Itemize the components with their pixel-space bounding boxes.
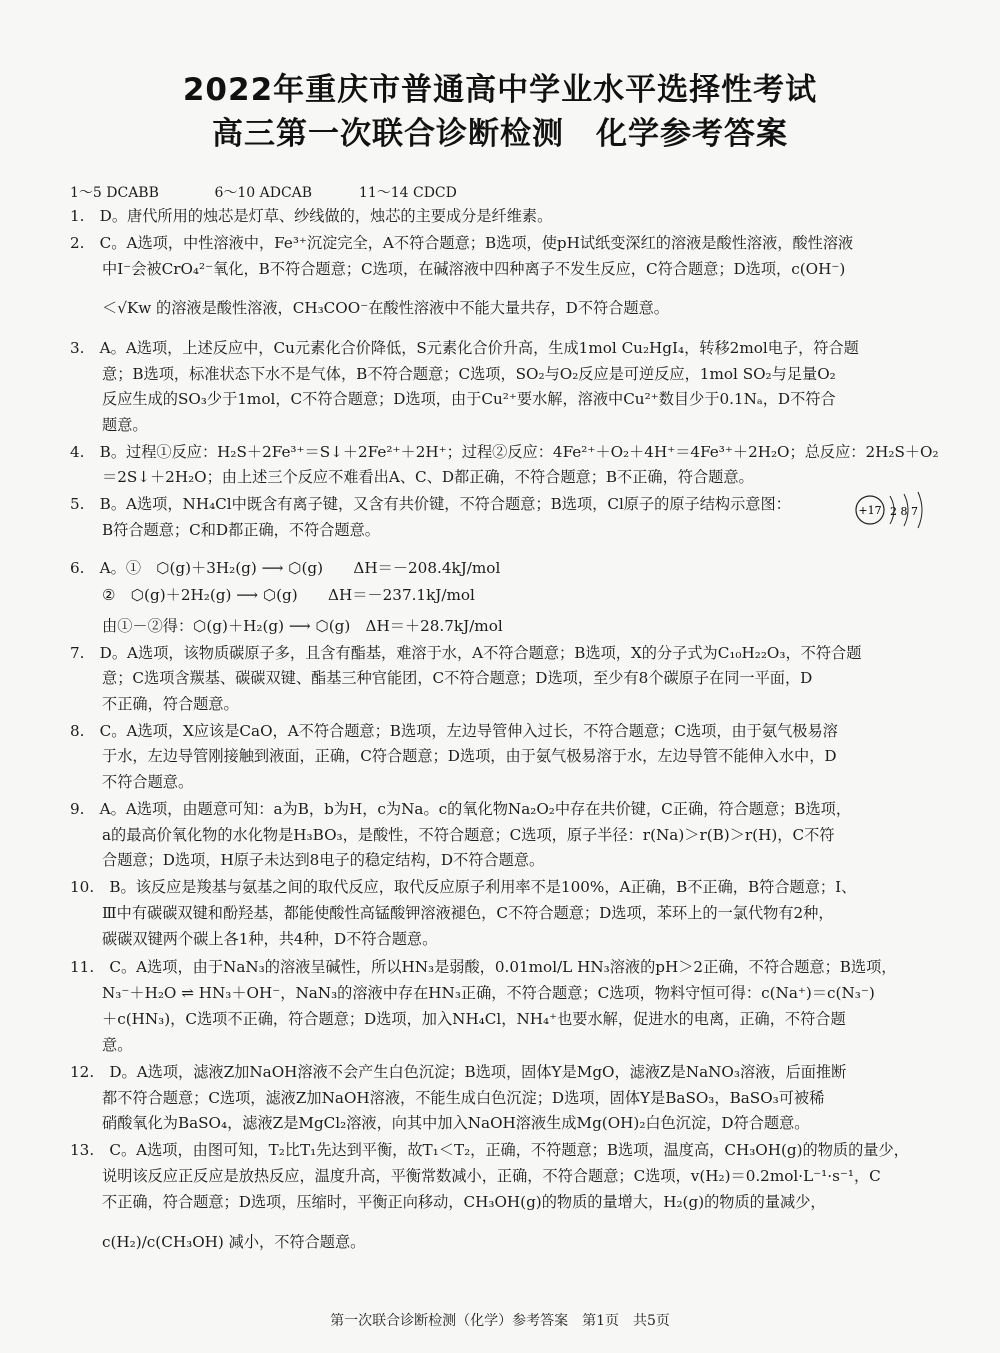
solution-line: 硝酸氧化为BaSO₄，滤液Z是MgCl₂溶液，向其中加入NaOH溶液生成Mg(OH)₂白色沉淀，D符合题意。 [102,1114,810,1132]
solution-line: 11. C。A选项，由于NaN₃的溶液呈碱性，所以HN₃是弱酸，0.01mol/L HN₃溶液的pH＞2正确，不符合题意；B选项， [70,958,897,976]
solution-line: 不正确，符合题意。 [102,695,239,713]
electron-shells: 2 8 7 [890,505,918,518]
solution-line: 13. C。A选项，由图可知，T₂比T₁先达到平衡，故T₁＜T₂，正确，不符题意；B选项，温度高，CH₃OH(g)的物质的量少， [70,1141,909,1159]
page-footer: 第一次联合诊断检测（化学）参考答案 第1页 共5页 [330,1313,670,1329]
solution-line: 由①－②得：⬡(g)＋H₂(g) ⟶ ⬡(g) ΔH＝＋28.7kJ/mol [102,617,503,635]
solution-line: 说明该反应正反应是放热反应，温度升高，平衡常数减小，正确，不符合题意；C选项，v(H₂)＝0.2mol·L⁻¹·s⁻¹，C [102,1167,881,1185]
solution-line: ＝2S↓＋2H₂O；由上述三个反应不难看出A、C、D都正确，不符合题意；B不正确，符合题意。 [102,468,754,486]
solution-line: 5. B。A选项，NH₄Cl中既含有离子键，又含有共价键，不符合题意；B选项，Cl原子的原子结构示意图： [70,495,791,513]
answer-key-row [70,183,457,203]
answer-key-6-10: 6～10 ADCAB [214,185,313,201]
solution-line: 意；B选项，标准状态下水不是气体，B不符合题意；C选项，SO₂与O₂反应是可逆反应，1mol SO₂与足量O₂ [102,365,836,383]
solution-line: 不符合题意。 [102,773,194,791]
solution-line: 题意。 [102,416,148,434]
solution-line: 12. D。A选项，滤液Z加NaOH溶液不会产生白色沉淀；B选项，固体Y是MgO，滤液Z是NaNO₃溶液，后面推断 [70,1063,847,1081]
solution-line: ＋c(HN₃)，C选项不正确，符合题意；D选项，加入NH₄Cl，NH₄⁺也要水解，促进水的电离，正确，不符合题 [102,1010,846,1028]
solution-line: 碳碳双键两个碳上各1种，共4种，D不符合题意。 [102,930,438,948]
answer-key-11-14: 11～14 CDCD [358,185,457,201]
solution-line: 于水，左边导管刚接触到液面，正确，C符合题意；D选项，由于氨气极易溶于水，左边导管不能伸入水中，D [102,747,837,765]
solution-line: c(H₂)/c(CH₃OH) 减小，不符合题意。 [102,1233,366,1251]
solution-line: 意。 [102,1036,133,1054]
solution-line: 合题意；D选项，H原子未达到8电子的稳定结构，D不符合题意。 [102,851,545,869]
solution-line: 9. A。A选项，由题意可知：a为B，b为H，c为Na。c的氧化物Na₂O₂中存在共价键，C正确，符合题意；B选项， [70,800,852,818]
solution-line: 3. A。A选项，上述反应中，Cu元素化合价降低，S元素化合价升高，生成1mol Cu₂HgI₄，转移2mol电子，符合题 [70,339,859,357]
solution-line: 8. C。A选项，X应该是CaO，A不符合题意；B选项，左边导管伸入过长，不符合题意；C选项，由于氨气极易溶 [70,722,838,740]
solution-line: a的最高价氧化物的水化物是H₃BO₃，是酸性，不符合题意；C选项，原子半径：r(Na)＞r(B)＞r(H)，C不符 [102,826,835,844]
solution-line: 意；C选项含羰基、碳碳双键、酯基三种官能团，C不符合题意；D选项，至少有8个碳原子在同一平面，D [102,669,813,687]
solution-line: B符合题意；C和D都正确，不符合题意。 [102,521,380,539]
solution-line: 都不符合题意；C选项，滤液Z加NaOH溶液，不能生成白色沉淀；D选项，固体Y是BaSO₃，BaSO₃可被稀 [102,1089,825,1107]
cl-atom-structure-diagram [854,490,934,530]
solution-line: 不正确，符合题意；D选项，压缩时，平衡正向移动，CH₃OH(g)的物质的量增大，H₂(g)的物质的量减少， [102,1193,826,1211]
solution-line: 10. B。该反应是羧基与氨基之间的取代反应，取代反应原子利用率不是100%，A正确，B不正确，B符合题意；Ⅰ、 [70,878,857,896]
solution-line: 6. A。① ⬡(g)＋3H₂(g) ⟶ ⬡(g) ΔH＝－208.4kJ/mol [70,559,501,577]
solution-line: ＜√Kw 的溶液是酸性溶液，CH₃COO⁻在酸性溶液中不能大量共存，D不符合题意。 [102,299,669,317]
nucleus-charge: +17 [858,504,882,517]
solution-line: 中I⁻会被CrO₄²⁻氧化，B不符合题意；C选项，在碱溶液中四种离子不发生反应，C符合题意；D选项，c(OH⁻) [102,260,846,278]
answer-key-1-5: 1～5 DCABB [70,185,159,201]
solution-line: ② ⬡(g)＋2H₂(g) ⟶ ⬡(g) ΔH＝－237.1kJ/mol [102,586,475,604]
document-title: 2022年重庆市普通高中学业水平选择性考试 [182,72,818,108]
solution-line: 反应生成的SO₃少于1mol，C不符合题意；D选项，由于Cu²⁺要水解，溶液中Cu²⁺数目少于0.1Nₐ，D不符合 [102,390,836,408]
solution-line: 2. C。A选项，中性溶液中，Fe³⁺沉淀完全，A不符合题意；B选项，使pH试纸变深红的溶液是酸性溶液，酸性溶液 [70,234,854,252]
solution-line: 7. D。A选项，该物质碳原子多，且含有酯基，难溶于水，A不符合题意；B选项，X的分子式为C₁₀H₂₂O₃，不符合题 [70,644,862,662]
solution-line: N₃⁻＋H₂O ⇌ HN₃＋OH⁻，NaN₃的溶液中存在HN₃正确，不符合题意；C选项，物料守恒可得：c(Na⁺)＝c(N₃⁻) [102,984,875,1002]
solution-line: 4. B。过程①反应：H₂S＋2Fe³⁺＝S↓＋2Fe²⁺＋2H⁺；过程②反应：4Fe²⁺＋O₂＋4H⁺＝4Fe³⁺＋2H₂O；总反应：2H₂S＋O₂ [70,443,939,461]
document-subtitle: 高三第一次联合诊断检测 化学参考答案 [212,116,788,152]
solution-line: Ⅲ中有碳碳双键和酚羟基，都能使酸性高锰酸钾溶液褪色，C不符合题意；D选项，苯环上的一氯代物有2种， [102,904,834,922]
solution-line: 1. D。唐代所用的烛芯是灯草、纱线做的，烛芯的主要成分是纤维素。 [70,207,553,225]
